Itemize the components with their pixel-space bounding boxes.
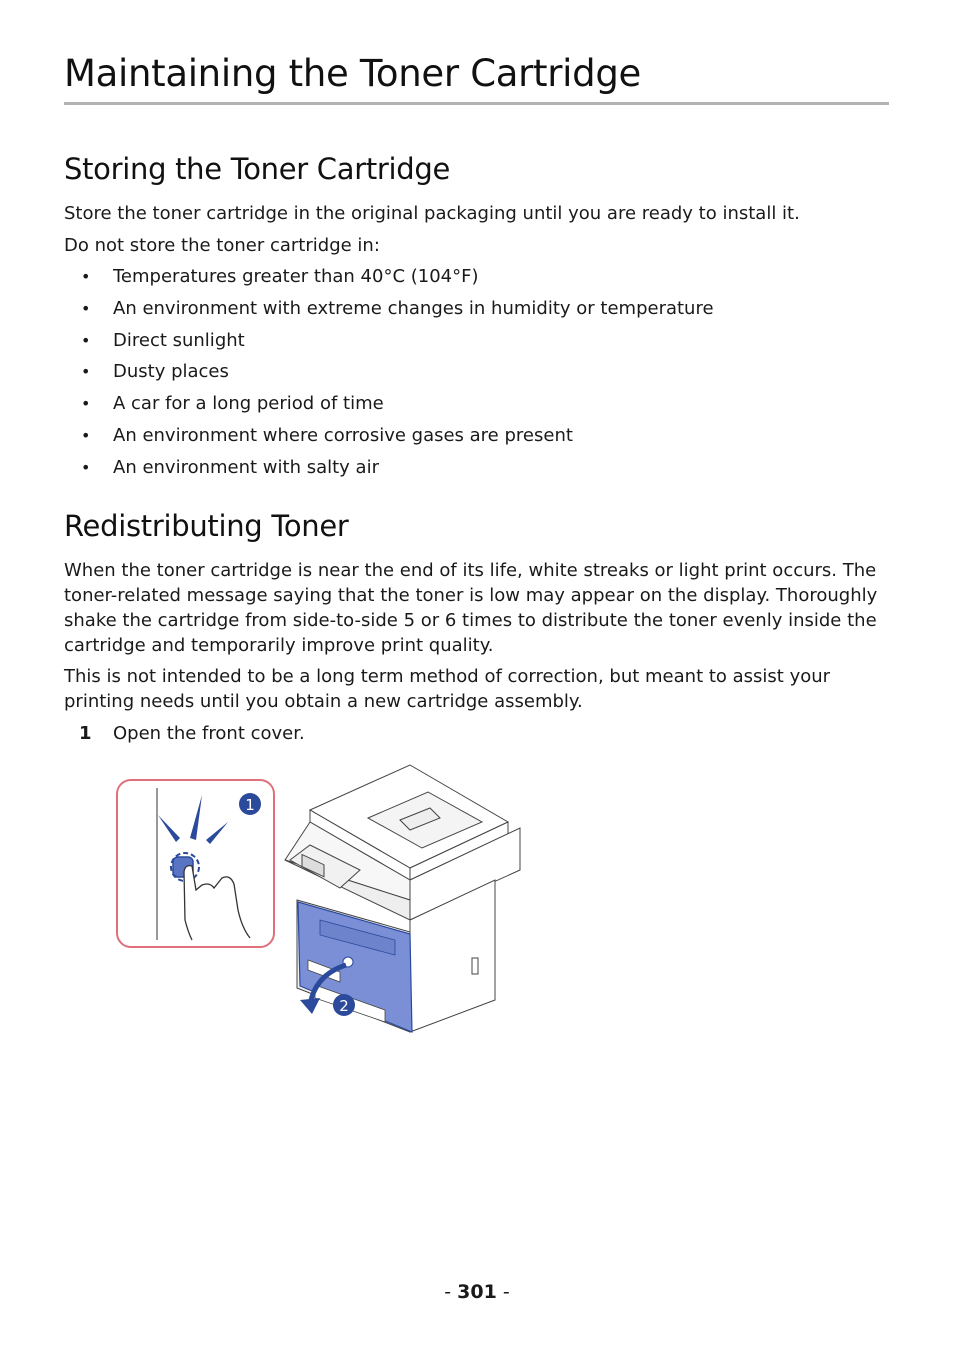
redistributing-paragraph-1: When the toner cartridge is near the end of its life, white streaks or light print occurs. The toner-related message saying that the toner is low may appear on the display. Thoroughly shake the cartridge from side-to-side 5 or 6 times to distribute the toner evenly inside the cartridge and temporarily improve print quality. xyxy=(64,560,878,656)
list-item-text: An environment with salty air xyxy=(113,456,379,478)
bullet-icon: • xyxy=(81,298,91,318)
bullet-icon: • xyxy=(81,457,91,477)
list-item xyxy=(64,328,714,360)
storing-intro: Store the toner cartridge in the original packaging until you are ready to install it. xyxy=(64,203,800,224)
step-text: Open the front cover. xyxy=(113,723,305,744)
press-button-callout xyxy=(117,780,274,947)
bullet-icon: • xyxy=(81,394,91,414)
footer-prefix: - xyxy=(444,1281,458,1303)
bullet-icon: • xyxy=(81,267,91,286)
list-item xyxy=(64,455,714,487)
section-heading-storing: Storing the Toner Cartridge xyxy=(64,152,451,186)
title-divider xyxy=(64,102,889,105)
page-title: Maintaining the Toner Cartridge xyxy=(64,52,641,95)
list-item-text: Direct sunlight xyxy=(113,329,245,351)
list-item-text: An environment where corrosive gases are present xyxy=(113,424,573,446)
redistributing-paragraph-2: This is not intended to be a long term method of correction, but meant to assist your printing needs until you obtain a new cartridge assembly. xyxy=(64,666,831,712)
list-item xyxy=(64,423,714,455)
bullet-icon: • xyxy=(81,425,91,445)
bullet-icon: • xyxy=(81,330,91,350)
list-item-text: A car for a long period of time xyxy=(113,393,384,415)
footer-suffix: - xyxy=(496,1281,510,1303)
list-item-text: Temperatures greater than 40°C (104°F) xyxy=(113,266,479,287)
front-cover xyxy=(298,902,412,1032)
storing-lead: Do not store the toner cartridge in: xyxy=(64,235,380,256)
list-item-text: Dusty places xyxy=(113,361,229,383)
list-item xyxy=(64,359,714,391)
callout-number-2: 2 xyxy=(339,997,349,1015)
open-front-cover-illustration xyxy=(110,760,530,1040)
section-heading-redistributing: Redistributing Toner xyxy=(64,509,349,543)
page-footer xyxy=(0,1281,954,1303)
list-item xyxy=(64,296,714,328)
callout-number-1: 1 xyxy=(245,796,255,814)
list-item-text: An environment with extreme changes in humidity or temperature xyxy=(113,297,714,319)
page-number: 301 xyxy=(457,1281,497,1303)
bullet-icon: • xyxy=(81,362,91,382)
list-item xyxy=(64,264,714,296)
list-item xyxy=(64,391,714,423)
storage-conditions-list xyxy=(64,264,714,487)
step-number: 1 xyxy=(79,723,92,744)
